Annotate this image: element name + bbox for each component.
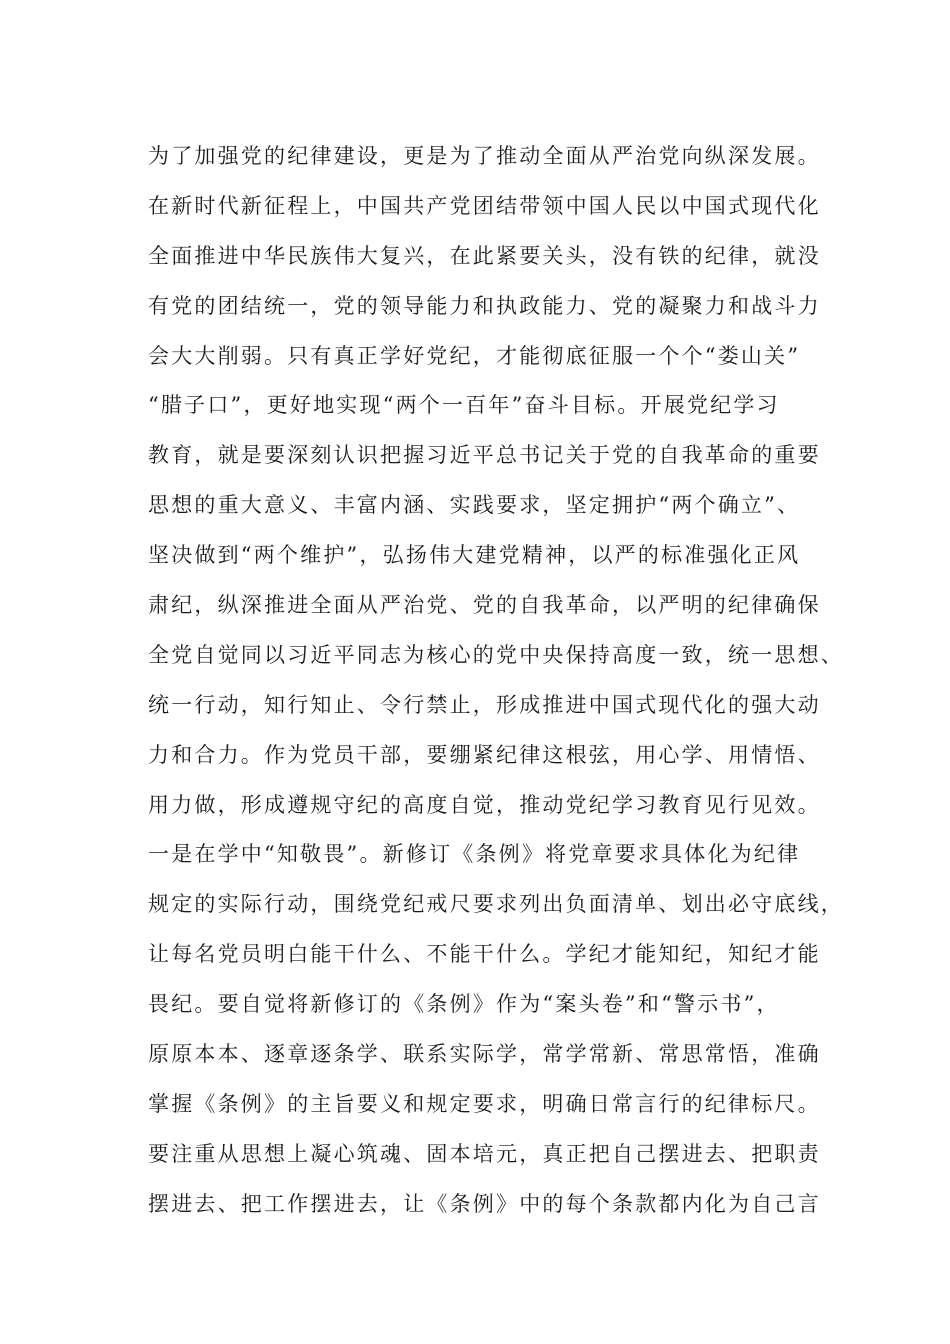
text-line: 肃纪，纵深推进全面从严治党、党的自我革命，以严明的纪律确保 [148, 593, 821, 618]
text-line: 用力做，形成遵规守纪的高度自觉，推动党纪学习教育见行见效。 [148, 792, 821, 817]
text-line: 在新时代新征程上，中国共产党团结带领中国人民以中国式现代化 [148, 193, 821, 218]
text-line: 坚决做到“两个维护”，弘扬伟大建党精神，以严的标准强化正风 [148, 543, 801, 568]
text-line: 思想的重大意义、丰富内涵、实践要求，坚定拥护“两个确立”、 [148, 493, 801, 518]
text-line: 掌握《条例》的主旨要义和规定要求，明确日常言行的纪律标尺。 [148, 1091, 821, 1116]
text-line: 摆进去、把工作摆进去，让《条例》中的每个条款都内化为自己言 [148, 1191, 821, 1216]
text-line: 规定的实际行动，围绕党纪戒尺要求列出负面清单、划出必守底线， [148, 892, 844, 917]
text-line: 畏纪。要自觉将新修订的《条例》作为“案头卷”和“警示书”， [148, 992, 780, 1017]
text-line: 原原本本、逐章逐条学、联系实际学，常学常新、常思常悟，准确 [148, 1042, 821, 1067]
text-line: 力和合力。作为党员干部，要绷紧纪律这根弦，用心学、用情悟、 [148, 742, 821, 767]
text-line: 一是在学中“知敬畏”。新修订《条例》将党章要求具体化为纪律 [148, 842, 801, 867]
text-line: 让每名党员明白能干什么、不能干什么。学纪才能知纪，知纪才能 [148, 942, 821, 967]
text-line: 有党的团结统一，党的领导能力和执政能力、党的凝聚力和战斗力 [148, 293, 821, 318]
text-line: 全面推进中华民族伟大复兴，在此紧要关头，没有铁的纪律，就没 [148, 243, 821, 268]
body-text [148, 132, 844, 1230]
text-line: 为了加强党的纪律建设，更是为了推动全面从严治党向纵深发展。 [148, 144, 821, 168]
text-line: 全党自觉同以习近平同志为核心的党中央保持高度一致，统一思想、 [148, 642, 844, 667]
text-line: “腊子口”，更好地实现“两个一百年”奋斗目标。开展党纪学习 [148, 393, 780, 418]
text-line: 教育，就是要深刻认识把握习近平总书记关于党的自我革命的重要 [148, 443, 821, 468]
text-line: 会大大削弱。只有真正学好党纪，才能彻底征服一个个“娄山关” [148, 343, 801, 368]
text-line: 要注重从思想上凝心筑魂、固本培元，真正把自己摆进去、把职责 [148, 1141, 821, 1166]
text-line: 统一行动，知行知止、令行禁止，形成推进中国式现代化的强大动 [148, 692, 821, 717]
